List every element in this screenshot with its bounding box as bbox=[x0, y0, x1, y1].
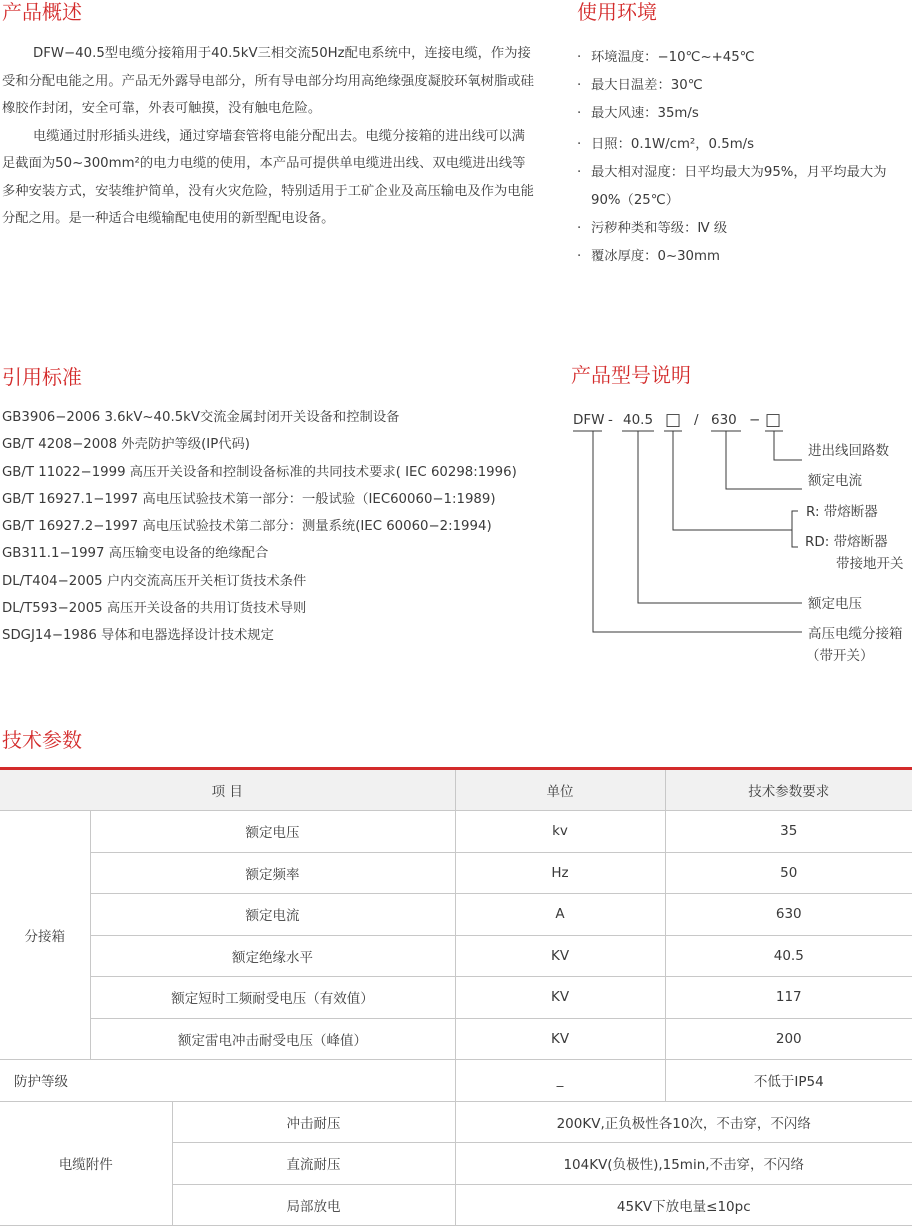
table-row bbox=[0, 1101, 912, 1143]
environment-list bbox=[577, 44, 912, 271]
param-value: 200 bbox=[665, 1018, 912, 1060]
environment-item: · 最大风速：35m/s bbox=[577, 106, 699, 121]
fuse-bracket bbox=[792, 511, 798, 547]
table-row bbox=[0, 852, 912, 894]
label-product-name-note: （带开关） bbox=[806, 648, 874, 664]
param-name: 直流耐压 bbox=[172, 1143, 455, 1185]
environment-item-text: 环境温度：−10℃~+45℃ bbox=[591, 50, 755, 65]
standard-item: GB3906−2006 3.6kV~40.5kV交流金属封闭开关设备和控制设备 bbox=[2, 410, 400, 425]
model-code-dash: - bbox=[608, 412, 613, 428]
overview-text bbox=[2, 40, 534, 233]
header-unit: 单位 bbox=[455, 769, 665, 811]
param-value: 104KV(负极性),15min,不击穿，不闪络 bbox=[455, 1143, 912, 1185]
param-name: 冲击耐压 bbox=[172, 1101, 455, 1143]
tech-title: 技术参数 bbox=[2, 728, 82, 752]
standard-item: GB/T 11022−1999 高压开关设备和控制设备标准的共同技术要求( IEC 60298:1996) bbox=[2, 464, 517, 480]
param-unit: KV bbox=[455, 977, 665, 1019]
param-value: 不低于IP54 bbox=[665, 1060, 912, 1102]
environment-item: · 最大日温差：30℃ bbox=[577, 78, 703, 93]
model-title: 产品型号说明 bbox=[571, 363, 691, 387]
leader-line-voltage bbox=[638, 431, 802, 603]
param-value: 117 bbox=[665, 977, 912, 1019]
standard-item: SDGJ14−1986 导体和电器选择设计技术规定 bbox=[2, 628, 274, 644]
param-value: 45KV下放电量≤10pc bbox=[455, 1184, 912, 1226]
param-value: 35 bbox=[665, 811, 912, 853]
environment-item: · 最大相对湿度：日平均最大为95%，月平均最大为90%（25℃） bbox=[577, 165, 887, 208]
environment-item-text: 最大风速：35m/s bbox=[591, 106, 699, 121]
table-header-row bbox=[0, 769, 912, 811]
model-code-diagram bbox=[560, 400, 920, 672]
standard-item: GB/T 16927.1−1997 高电压试验技术第一部分：一般试验（IEC60060−1:1989) bbox=[2, 491, 496, 507]
table-row bbox=[0, 1060, 912, 1102]
model-code-voltage: 40.5 bbox=[623, 412, 654, 428]
standard-item: GB311.1−1997 高压输变电设备的绝缘配合 bbox=[2, 546, 269, 562]
environment-item-text: 最大相对湿度：日平均最大为95%，月平均最大为90%（25℃） bbox=[591, 165, 887, 208]
table-row bbox=[0, 894, 912, 936]
leader-line-name bbox=[593, 431, 802, 632]
param-name: 额定短时工频耐受电压（有效值） bbox=[90, 977, 455, 1019]
model-code-box: □ bbox=[765, 410, 782, 430]
param-value: 200KV,正负极性各10次，不击穿，不闪络 bbox=[455, 1101, 912, 1143]
model-code-slash: / bbox=[694, 412, 699, 428]
overview-paragraph-2: 电缆通过肘形插头进线，通过穿墙套管将电能分配出去。电缆分接箱的进出线可以满足截面为50~300mm²的电力电缆的使用，本产品可提供单电缆进出线、双电缆进出线等多种安装方式，安装维护简单，没有火灾危险，特别适用于工矿企业及高压输电及作为电能分配之用。是一种适合电缆输配电使用的新型配电设备。 bbox=[2, 128, 534, 226]
param-name: 额定雷电冲击耐受电压（峰值） bbox=[90, 1018, 455, 1060]
group-distribution-box: 分接箱 bbox=[0, 811, 90, 1060]
param-unit: _ bbox=[455, 1060, 665, 1102]
param-unit: Hz bbox=[455, 852, 665, 894]
param-unit: KV bbox=[455, 935, 665, 977]
param-unit: KV bbox=[455, 1018, 665, 1060]
label-product-name: 高压电缆分接箱 bbox=[808, 626, 903, 642]
leader-line-circuits bbox=[774, 431, 802, 460]
standard-item: DL/T593−2005 高压开关设备的共用订货技术导则 bbox=[2, 601, 307, 617]
header-item: 项 目 bbox=[0, 769, 455, 811]
param-unit: A bbox=[455, 894, 665, 936]
environment-item: · 覆冰厚度：0~30mm bbox=[577, 249, 720, 264]
table-row bbox=[0, 811, 912, 853]
label-rated-voltage: 额定电压 bbox=[808, 596, 862, 612]
param-name: 局部放电 bbox=[172, 1184, 455, 1226]
model-code-prefix: DFW bbox=[573, 412, 605, 428]
environment-title: 使用环境 bbox=[577, 0, 657, 24]
label-r-fuse: R: 带熔断器 bbox=[806, 504, 878, 520]
overview-title: 产品概述 bbox=[2, 0, 82, 24]
label-rated-current: 额定电流 bbox=[808, 473, 862, 489]
environment-item: · 环境温度：−10℃~+45℃ bbox=[577, 50, 755, 65]
header-requirement: 技术参数要求 bbox=[665, 769, 912, 811]
standard-item: GB/T 4208−2008 外壳防护等级(IP代码) bbox=[2, 437, 250, 453]
model-code-current: 630 bbox=[711, 412, 737, 428]
param-name-protection: 防护等级 bbox=[0, 1060, 455, 1102]
tech-params-table bbox=[0, 767, 912, 1226]
standard-item: GB/T 16927.2−1997 高电压试验技术第二部分：测量系统(IEC 60060−2:1994) bbox=[2, 519, 492, 535]
param-unit: kv bbox=[455, 811, 665, 853]
environment-item-text: 日照：0.1W/cm²，0.5m/s bbox=[591, 137, 755, 152]
environment-item: · 污秽种类和等级：Ⅳ 级 bbox=[577, 221, 728, 236]
environment-item-text: 最大日温差：30℃ bbox=[591, 78, 703, 93]
environment-item-text: 污秽种类和等级：Ⅳ 级 bbox=[591, 221, 728, 236]
param-name: 额定绝缘水平 bbox=[90, 935, 455, 977]
param-name: 额定电压 bbox=[90, 811, 455, 853]
label-rd-earth-switch: 带接地开关 bbox=[836, 556, 904, 572]
param-value: 630 bbox=[665, 894, 912, 936]
label-circuits: 进出线回路数 bbox=[808, 443, 889, 459]
standard-item: DL/T404−2005 户内交流高压开关柜订货技术条件 bbox=[2, 573, 307, 589]
group-cable-accessories: 电缆附件 bbox=[0, 1101, 172, 1226]
environment-item: · 日照：0.1W/cm²，0.5m/s bbox=[577, 137, 755, 152]
standards-title: 引用标准 bbox=[2, 365, 82, 389]
environment-item-text: 覆冰厚度：0~30mm bbox=[591, 249, 720, 264]
param-value: 50 bbox=[665, 852, 912, 894]
standards-list bbox=[2, 404, 517, 650]
model-code-dash: − bbox=[749, 412, 761, 428]
overview-paragraph-1: DFW−40.5型电缆分接箱用于40.5kV三相交流50Hz配电系统中，连接电缆，作为接受和分配电能之用。产品无外露导电部分，所有导电部分均用高绝缘强度凝胶环氧树脂或硅橡胶作封闭，安全可靠，外表可触摸，没有触电危险。 bbox=[2, 46, 534, 116]
model-code-box: □ bbox=[665, 410, 682, 430]
table-row bbox=[0, 977, 912, 1019]
table-row bbox=[0, 935, 912, 977]
param-name: 额定频率 bbox=[90, 852, 455, 894]
table-row bbox=[0, 1018, 912, 1060]
param-name: 额定电流 bbox=[90, 894, 455, 936]
param-value: 40.5 bbox=[665, 935, 912, 977]
label-rd-fuse: RD: 带熔断器 bbox=[805, 534, 888, 550]
